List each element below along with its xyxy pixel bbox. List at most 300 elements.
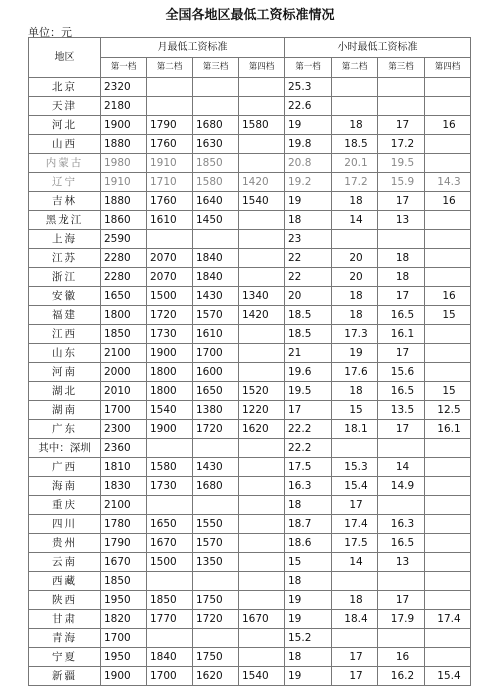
monthly-grade-3-cell: 1750 <box>193 648 239 667</box>
monthly-grade-1-cell: 2280 <box>101 249 147 268</box>
table-row <box>29 553 471 572</box>
hourly-grade-1-cell: 19 <box>285 192 332 211</box>
hourly-grade-1-cell: 19.2 <box>285 173 332 192</box>
monthly-grade-1-cell: 2320 <box>101 78 147 97</box>
monthly-grade-3-cell <box>193 97 239 116</box>
hourly-grade-3-cell: 14.9 <box>378 477 425 496</box>
hourly-grade-2-cell <box>332 230 378 249</box>
monthly-grade-1-cell: 2180 <box>101 97 147 116</box>
monthly-grade-2-cell: 1610 <box>147 211 193 230</box>
hourly-grade-3-cell: 19.5 <box>378 154 425 173</box>
hourly-grade-4-cell <box>425 629 471 648</box>
table-row <box>29 249 471 268</box>
region-cell: 辽宁 <box>29 173 101 192</box>
table-row <box>29 382 471 401</box>
region-cell: 青海 <box>29 629 101 648</box>
hourly-grade-2-cell: 17.5 <box>332 534 378 553</box>
header-hourly: 小时最低工资标准 <box>285 38 471 58</box>
monthly-grade-3-cell: 1450 <box>193 211 239 230</box>
hourly-grade-2-cell: 18 <box>332 306 378 325</box>
table-row <box>29 268 471 287</box>
header-monthly: 月最低工资标准 <box>101 38 285 58</box>
monthly-grade-2-cell <box>147 230 193 249</box>
monthly-grade-2-cell: 1850 <box>147 591 193 610</box>
monthly-grade-2-cell: 1500 <box>147 287 193 306</box>
monthly-grade-2-cell <box>147 572 193 591</box>
monthly-grade-2-cell: 1710 <box>147 173 193 192</box>
minimum-wage-table <box>28 37 471 686</box>
hourly-grade-1-cell: 22.2 <box>285 420 332 439</box>
table-row <box>29 401 471 420</box>
monthly-grade-1-cell: 1980 <box>101 154 147 173</box>
region-cell: 海南 <box>29 477 101 496</box>
monthly-grade-3-cell: 1430 <box>193 287 239 306</box>
hourly-grade-4-cell: 14.3 <box>425 173 471 192</box>
table-row <box>29 97 471 116</box>
monthly-grade-2-cell <box>147 439 193 458</box>
monthly-grade-4-cell <box>239 439 285 458</box>
monthly-grade-3-cell: 1600 <box>193 363 239 382</box>
region-cell: 山西 <box>29 135 101 154</box>
monthly-grade-4-cell <box>239 572 285 591</box>
hourly-grade-2-cell <box>332 97 378 116</box>
monthly-grade-3-cell: 1750 <box>193 591 239 610</box>
hourly-grade-1-cell: 22.6 <box>285 97 332 116</box>
hourly-grade-1-cell: 19 <box>285 116 332 135</box>
monthly-grade-4-cell <box>239 496 285 515</box>
hourly-grade-3-cell: 16.1 <box>378 325 425 344</box>
hourly-grade-2-cell: 18.5 <box>332 135 378 154</box>
hourly-grade-3-cell: 17 <box>378 591 425 610</box>
hourly-grade-1-cell: 16.3 <box>285 477 332 496</box>
monthly-grade-4-cell <box>239 78 285 97</box>
region-cell: 湖北 <box>29 382 101 401</box>
monthly-grade-3-cell <box>193 496 239 515</box>
hourly-grade-3-cell: 15.6 <box>378 363 425 382</box>
monthly-grade-2-cell: 1720 <box>147 306 193 325</box>
region-cell: 江苏 <box>29 249 101 268</box>
monthly-grade-3-cell: 1720 <box>193 610 239 629</box>
monthly-grade-1-cell: 2360 <box>101 439 147 458</box>
header-monthly-grade-4: 第四档 <box>239 58 285 78</box>
region-cell: 山东 <box>29 344 101 363</box>
hourly-grade-2-cell: 18 <box>332 192 378 211</box>
monthly-grade-3-cell: 1430 <box>193 458 239 477</box>
region-cell: 河北 <box>29 116 101 135</box>
hourly-grade-3-cell <box>378 572 425 591</box>
table-row <box>29 363 471 382</box>
hourly-grade-3-cell: 16.5 <box>378 306 425 325</box>
hourly-grade-2-cell: 18 <box>332 591 378 610</box>
hourly-grade-1-cell: 18 <box>285 496 332 515</box>
table-row <box>29 173 471 192</box>
document-title: 全国各地区最低工资标准情况 <box>165 8 335 23</box>
monthly-grade-2-cell: 1770 <box>147 610 193 629</box>
monthly-grade-3-cell <box>193 629 239 648</box>
hourly-grade-4-cell <box>425 249 471 268</box>
monthly-grade-1-cell: 2300 <box>101 420 147 439</box>
monthly-grade-1-cell: 2100 <box>101 344 147 363</box>
region-cell: 其中：深圳 <box>29 439 101 458</box>
monthly-grade-2-cell <box>147 629 193 648</box>
monthly-grade-4-cell <box>239 154 285 173</box>
table-row <box>29 610 471 629</box>
hourly-grade-1-cell: 20.8 <box>285 154 332 173</box>
hourly-grade-1-cell: 19 <box>285 610 332 629</box>
monthly-grade-1-cell: 1810 <box>101 458 147 477</box>
monthly-grade-2-cell: 1670 <box>147 534 193 553</box>
hourly-grade-2-cell: 18.1 <box>332 420 378 439</box>
monthly-grade-4-cell <box>239 135 285 154</box>
monthly-grade-1-cell: 1700 <box>101 401 147 420</box>
region-cell: 云南 <box>29 553 101 572</box>
hourly-grade-3-cell: 17 <box>378 420 425 439</box>
monthly-grade-4-cell: 1420 <box>239 173 285 192</box>
hourly-grade-3-cell: 17 <box>378 287 425 306</box>
table-row <box>29 287 471 306</box>
monthly-grade-1-cell: 1800 <box>101 306 147 325</box>
monthly-grade-4-cell <box>239 268 285 287</box>
monthly-grade-1-cell: 1780 <box>101 515 147 534</box>
hourly-grade-3-cell: 18 <box>378 268 425 287</box>
hourly-grade-3-cell: 17.2 <box>378 135 425 154</box>
hourly-grade-1-cell: 18.5 <box>285 306 332 325</box>
table-row <box>29 496 471 515</box>
monthly-grade-1-cell: 1700 <box>101 629 147 648</box>
table-row <box>29 439 471 458</box>
hourly-grade-1-cell: 19 <box>285 667 332 686</box>
header-row-groups <box>29 38 471 58</box>
monthly-grade-3-cell: 1570 <box>193 306 239 325</box>
hourly-grade-4-cell: 16.1 <box>425 420 471 439</box>
table-row <box>29 420 471 439</box>
hourly-grade-1-cell: 25.3 <box>285 78 332 97</box>
monthly-grade-3-cell <box>193 572 239 591</box>
region-cell: 天津 <box>29 97 101 116</box>
hourly-grade-1-cell: 19.5 <box>285 382 332 401</box>
monthly-grade-1-cell: 2100 <box>101 496 147 515</box>
hourly-grade-4-cell <box>425 572 471 591</box>
hourly-grade-1-cell: 18.7 <box>285 515 332 534</box>
hourly-grade-1-cell: 19.6 <box>285 363 332 382</box>
monthly-grade-1-cell: 2590 <box>101 230 147 249</box>
table-row <box>29 477 471 496</box>
monthly-grade-2-cell: 1800 <box>147 382 193 401</box>
hourly-grade-4-cell <box>425 268 471 287</box>
hourly-grade-4-cell <box>425 534 471 553</box>
hourly-grade-3-cell: 17 <box>378 192 425 211</box>
hourly-grade-1-cell: 18.6 <box>285 534 332 553</box>
monthly-grade-2-cell: 1760 <box>147 135 193 154</box>
hourly-grade-4-cell: 17.4 <box>425 610 471 629</box>
region-cell: 江西 <box>29 325 101 344</box>
monthly-grade-3-cell: 1680 <box>193 116 239 135</box>
monthly-grade-2-cell <box>147 78 193 97</box>
hourly-grade-4-cell: 16 <box>425 116 471 135</box>
region-cell: 新疆 <box>29 667 101 686</box>
monthly-grade-3-cell <box>193 439 239 458</box>
hourly-grade-2-cell: 17 <box>332 648 378 667</box>
monthly-grade-3-cell: 1700 <box>193 344 239 363</box>
region-cell: 贵州 <box>29 534 101 553</box>
table-row <box>29 135 471 154</box>
hourly-grade-2-cell: 18 <box>332 287 378 306</box>
monthly-grade-3-cell: 1640 <box>193 192 239 211</box>
region-cell: 安徽 <box>29 287 101 306</box>
hourly-grade-4-cell <box>425 439 471 458</box>
hourly-grade-3-cell <box>378 629 425 648</box>
table-row <box>29 230 471 249</box>
hourly-grade-1-cell: 15 <box>285 553 332 572</box>
hourly-grade-4-cell <box>425 496 471 515</box>
monthly-grade-4-cell <box>239 553 285 572</box>
hourly-grade-1-cell: 21 <box>285 344 332 363</box>
monthly-grade-1-cell: 1900 <box>101 667 147 686</box>
table-row <box>29 325 471 344</box>
region-cell: 西藏 <box>29 572 101 591</box>
hourly-grade-4-cell <box>425 591 471 610</box>
monthly-grade-2-cell: 1760 <box>147 192 193 211</box>
monthly-grade-2-cell: 1800 <box>147 363 193 382</box>
monthly-grade-1-cell: 1950 <box>101 648 147 667</box>
hourly-grade-2-cell: 17.6 <box>332 363 378 382</box>
hourly-grade-2-cell: 17.2 <box>332 173 378 192</box>
hourly-grade-4-cell: 15 <box>425 306 471 325</box>
hourly-grade-2-cell: 19 <box>332 344 378 363</box>
header-hourly-grade-2: 第二档 <box>332 58 378 78</box>
monthly-grade-3-cell: 1630 <box>193 135 239 154</box>
region-cell: 宁夏 <box>29 648 101 667</box>
monthly-grade-4-cell <box>239 515 285 534</box>
hourly-grade-4-cell <box>425 211 471 230</box>
monthly-grade-2-cell: 1650 <box>147 515 193 534</box>
monthly-grade-2-cell: 1790 <box>147 116 193 135</box>
header-monthly-grade-2: 第二档 <box>147 58 193 78</box>
table-row <box>29 629 471 648</box>
hourly-grade-3-cell: 14 <box>378 458 425 477</box>
monthly-grade-3-cell: 1840 <box>193 268 239 287</box>
hourly-grade-3-cell: 16 <box>378 648 425 667</box>
table-row <box>29 534 471 553</box>
monthly-grade-4-cell: 1340 <box>239 287 285 306</box>
hourly-grade-4-cell <box>425 230 471 249</box>
table-row <box>29 78 471 97</box>
table-row <box>29 648 471 667</box>
monthly-grade-4-cell <box>239 249 285 268</box>
region-cell: 浙江 <box>29 268 101 287</box>
monthly-grade-2-cell: 1910 <box>147 154 193 173</box>
hourly-grade-4-cell <box>425 458 471 477</box>
monthly-grade-4-cell: 1520 <box>239 382 285 401</box>
header-monthly-grade-1: 第一档 <box>101 58 147 78</box>
hourly-grade-2-cell: 14 <box>332 211 378 230</box>
hourly-grade-2-cell: 18 <box>332 382 378 401</box>
monthly-grade-4-cell: 1220 <box>239 401 285 420</box>
monthly-grade-1-cell: 1910 <box>101 173 147 192</box>
monthly-grade-4-cell: 1540 <box>239 667 285 686</box>
monthly-grade-4-cell <box>239 344 285 363</box>
monthly-grade-2-cell: 1900 <box>147 420 193 439</box>
region-cell: 重庆 <box>29 496 101 515</box>
monthly-grade-1-cell: 1820 <box>101 610 147 629</box>
hourly-grade-3-cell: 13 <box>378 211 425 230</box>
header-monthly-grade-3: 第三档 <box>193 58 239 78</box>
monthly-grade-4-cell: 1670 <box>239 610 285 629</box>
hourly-grade-2-cell <box>332 572 378 591</box>
hourly-grade-2-cell: 20.1 <box>332 154 378 173</box>
monthly-grade-4-cell <box>239 363 285 382</box>
hourly-grade-4-cell <box>425 363 471 382</box>
hourly-grade-4-cell <box>425 515 471 534</box>
monthly-grade-2-cell: 1500 <box>147 553 193 572</box>
monthly-grade-4-cell <box>239 591 285 610</box>
monthly-grade-2-cell: 1900 <box>147 344 193 363</box>
monthly-grade-4-cell <box>239 97 285 116</box>
monthly-grade-1-cell: 1650 <box>101 287 147 306</box>
monthly-grade-4-cell: 1620 <box>239 420 285 439</box>
monthly-grade-3-cell: 1580 <box>193 173 239 192</box>
region-cell: 内蒙古 <box>29 154 101 173</box>
monthly-grade-3-cell: 1570 <box>193 534 239 553</box>
hourly-grade-3-cell <box>378 439 425 458</box>
monthly-grade-3-cell: 1380 <box>193 401 239 420</box>
header-hourly-grade-3: 第三档 <box>378 58 425 78</box>
monthly-grade-4-cell: 1540 <box>239 192 285 211</box>
hourly-grade-3-cell <box>378 230 425 249</box>
monthly-grade-4-cell: 1580 <box>239 116 285 135</box>
hourly-grade-4-cell: 12.5 <box>425 401 471 420</box>
monthly-grade-2-cell: 1730 <box>147 477 193 496</box>
monthly-grade-4-cell <box>239 477 285 496</box>
monthly-grade-2-cell <box>147 97 193 116</box>
monthly-grade-4-cell <box>239 629 285 648</box>
hourly-grade-1-cell: 22 <box>285 268 332 287</box>
monthly-grade-3-cell: 1680 <box>193 477 239 496</box>
table-row <box>29 154 471 173</box>
hourly-grade-3-cell: 15.9 <box>378 173 425 192</box>
hourly-grade-4-cell <box>425 325 471 344</box>
region-cell: 上海 <box>29 230 101 249</box>
monthly-grade-4-cell <box>239 534 285 553</box>
hourly-grade-1-cell: 22.2 <box>285 439 332 458</box>
hourly-grade-3-cell: 17 <box>378 344 425 363</box>
monthly-grade-1-cell: 1880 <box>101 135 147 154</box>
hourly-grade-1-cell: 19.8 <box>285 135 332 154</box>
region-cell: 黑龙江 <box>29 211 101 230</box>
monthly-grade-3-cell: 1610 <box>193 325 239 344</box>
region-cell: 吉林 <box>29 192 101 211</box>
table-row <box>29 344 471 363</box>
monthly-grade-4-cell <box>239 648 285 667</box>
hourly-grade-2-cell: 17.4 <box>332 515 378 534</box>
hourly-grade-1-cell: 18.5 <box>285 325 332 344</box>
hourly-grade-2-cell: 15.4 <box>332 477 378 496</box>
hourly-grade-2-cell: 17 <box>332 496 378 515</box>
monthly-grade-2-cell: 2070 <box>147 249 193 268</box>
monthly-grade-3-cell: 1550 <box>193 515 239 534</box>
hourly-grade-3-cell: 13 <box>378 553 425 572</box>
monthly-grade-3-cell: 1620 <box>193 667 239 686</box>
hourly-grade-1-cell: 18 <box>285 648 332 667</box>
monthly-grade-3-cell: 1850 <box>193 154 239 173</box>
hourly-grade-3-cell: 16.5 <box>378 382 425 401</box>
hourly-grade-2-cell <box>332 78 378 97</box>
hourly-grade-1-cell: 20 <box>285 287 332 306</box>
region-cell: 四川 <box>29 515 101 534</box>
hourly-grade-1-cell: 18 <box>285 211 332 230</box>
monthly-grade-4-cell <box>239 458 285 477</box>
region-cell: 陕西 <box>29 591 101 610</box>
monthly-grade-3-cell <box>193 78 239 97</box>
region-cell: 福建 <box>29 306 101 325</box>
hourly-grade-3-cell <box>378 496 425 515</box>
hourly-grade-2-cell: 17.3 <box>332 325 378 344</box>
hourly-grade-1-cell: 17.5 <box>285 458 332 477</box>
table-row <box>29 116 471 135</box>
header-hourly-grade-1: 第一档 <box>285 58 332 78</box>
region-cell: 河南 <box>29 363 101 382</box>
hourly-grade-3-cell: 13.5 <box>378 401 425 420</box>
hourly-grade-2-cell: 14 <box>332 553 378 572</box>
hourly-grade-4-cell <box>425 553 471 572</box>
table-body <box>29 78 471 686</box>
hourly-grade-2-cell <box>332 629 378 648</box>
hourly-grade-4-cell <box>425 97 471 116</box>
hourly-grade-4-cell <box>425 648 471 667</box>
monthly-grade-3-cell: 1650 <box>193 382 239 401</box>
monthly-grade-1-cell: 1880 <box>101 192 147 211</box>
table-row <box>29 211 471 230</box>
hourly-grade-2-cell: 15.3 <box>332 458 378 477</box>
hourly-grade-4-cell <box>425 344 471 363</box>
table-row <box>29 192 471 211</box>
table-row <box>29 667 471 686</box>
monthly-grade-2-cell: 1730 <box>147 325 193 344</box>
monthly-grade-1-cell: 1790 <box>101 534 147 553</box>
hourly-grade-4-cell: 15.4 <box>425 667 471 686</box>
monthly-grade-2-cell: 1540 <box>147 401 193 420</box>
monthly-grade-3-cell: 1720 <box>193 420 239 439</box>
monthly-grade-1-cell: 2010 <box>101 382 147 401</box>
hourly-grade-2-cell: 20 <box>332 249 378 268</box>
hourly-grade-3-cell: 16.5 <box>378 534 425 553</box>
region-cell: 北京 <box>29 78 101 97</box>
monthly-grade-1-cell: 2000 <box>101 363 147 382</box>
table-row <box>29 458 471 477</box>
table-row <box>29 572 471 591</box>
monthly-grade-3-cell: 1840 <box>193 249 239 268</box>
monthly-grade-2-cell <box>147 496 193 515</box>
hourly-grade-3-cell: 18 <box>378 249 425 268</box>
monthly-grade-4-cell <box>239 230 285 249</box>
hourly-grade-4-cell <box>425 78 471 97</box>
unit-label: 单位：元 <box>28 26 72 39</box>
hourly-grade-1-cell: 19 <box>285 591 332 610</box>
hourly-grade-3-cell: 16.3 <box>378 515 425 534</box>
monthly-grade-1-cell: 1860 <box>101 211 147 230</box>
hourly-grade-1-cell: 17 <box>285 401 332 420</box>
monthly-grade-1-cell: 1950 <box>101 591 147 610</box>
hourly-grade-4-cell <box>425 154 471 173</box>
hourly-grade-2-cell: 20 <box>332 268 378 287</box>
header-hourly-grade-4: 第四档 <box>425 58 471 78</box>
hourly-grade-2-cell: 15 <box>332 401 378 420</box>
hourly-grade-4-cell: 15 <box>425 382 471 401</box>
hourly-grade-3-cell <box>378 97 425 116</box>
monthly-grade-1-cell: 1900 <box>101 116 147 135</box>
monthly-grade-4-cell <box>239 325 285 344</box>
hourly-grade-2-cell: 18.4 <box>332 610 378 629</box>
